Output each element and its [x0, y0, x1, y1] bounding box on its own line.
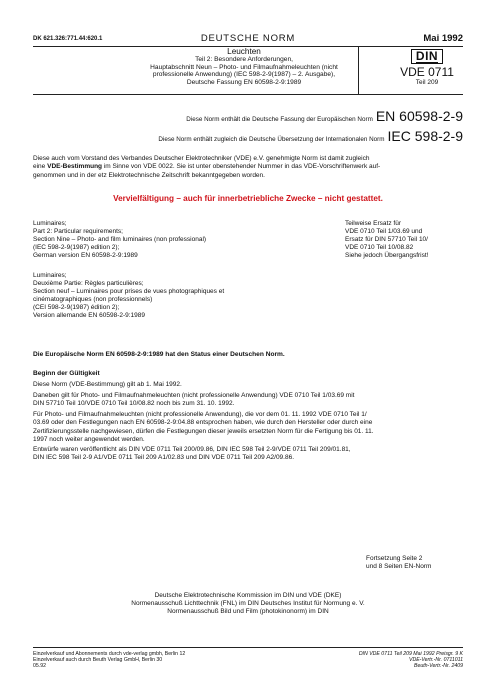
- teil-number: Teil 209: [415, 79, 439, 86]
- footer-rule: [33, 647, 463, 648]
- vde-number: VDE 0711: [400, 65, 454, 79]
- subject-line: Hauptabschnitt Neun – Photo- und Filmaufnahmeleuchten (nicht: [150, 63, 338, 71]
- header-box: [33, 47, 463, 94]
- replacement-note: Teilweise Ersatz für VDE 0710 Teil 1/03.69 und Ersatz für DIN 57710 Teil 10/ VDE 0710 Teil 10/08.82 Siehe jedoch Übergangsfrist!: [345, 220, 429, 259]
- french-title-block: Luminaires; Deuxième Partie: Règles particulières; Section neuf – Luminaires pour prises de vues photographiques et cinématographiques (non professionnels) (CEI 598-2-9(1987) édition 2); Version allemande EN 60598-2-9:1989: [33, 272, 225, 319]
- header-rule-bottom: [33, 94, 463, 95]
- subject-block: [109, 47, 379, 86]
- continuation-note: Fortsetzung Seite 2 und 8 Seiten EN-Norm: [366, 555, 432, 570]
- norm-title: DEUTSCHE NORM: [200, 33, 296, 44]
- subject-line: Deutsche Fassung EN 60598-2-9:1989: [186, 78, 302, 86]
- validity-p4: Entwürfe waren veröffentlicht als DIN VDE 0711 Teil 200/09.86, DIN IEC 598 Teil 2-9/VDE 0711 Teil 209/01.81, DIN IEC 598 Teil 2-9 A1/VDE 0711 Teil 209 A1/02.83 und DIN VDE 0711 Teil 209 A2/09.86.: [33, 446, 351, 462]
- issue-date: Mai 1992: [423, 33, 463, 44]
- en-code: EN 60598-2-9: [375, 108, 463, 124]
- iec-standard-line: Diese Norm enthält zugleich die Deutsche Übersetzung der Internationalen Norm IEC 598-2-9: [158, 128, 463, 144]
- validity-p2: Daneben gilt für Photo- und Filmaufnahmeleuchten (nicht professionelle Anwendung) VDE 0710 Teil 1/03.69 mit DIN 57710 Teil 10/VDE 0710 Teil 10/08.82 noch bis zum 31. 10. 1992.: [33, 392, 355, 408]
- footer-right: DIN VDE 0711 Teil 209 Mai 1992 Preisgr. 9 K VDE-Vertr.-Nr. 0711011 Beuth-Vertr.-Nr. 2409: [358, 651, 463, 669]
- validity-heading: Beginn der Gültigkeit: [33, 370, 100, 377]
- en-standard-line: Diese Norm enthält die Deutsche Fassung der Europäischen Norm EN 60598-2-9: [186, 108, 463, 124]
- copy-warning: Vervielfältigung – auch für innerbetriebliche Zwecke – nicht gestattet.: [113, 194, 383, 203]
- intro-paragraph: Diese auch vom Vorstand des Verbandes Deutscher Elektrotechniker (VDE) e.V. genehmigte Norm ist damit zugleich eine VDE-Bestimmung im Sinne von VDE 0022. Sie ist unter obenstehender Nummer in das VDE-Vorschriftenwerk auf- genommen und in der etz Elektrotechnische Zeitschrift bekanntgegeben worden.: [33, 155, 381, 179]
- dk-number: DK 621.326:771.44:620.1: [33, 36, 103, 42]
- subject-line: Teil 2: Besondere Anforderungen,: [195, 56, 293, 63]
- din-vde-block: [391, 47, 463, 94]
- validity-p3: Für Photo- und Filmaufnahmeleuchten (nicht professionelle Anwendung), die vor dem 01. 11. 1992 VDE 0710 Teil 1/ 03.69 oder den Festlegungen nach EN 60598-2-9:04.88 entsprochen haben, wie durch den Hersteller oder durch eine Zertifizierungsstelle nachgewiesen, dürfen die Festlegungen dieser jeweils ersetzten Norm für die Fertigung bis 01. 11. 1997 noch weiter angewendet werden.: [33, 411, 374, 443]
- header-divider: [358, 47, 359, 94]
- footer-left: Einzelverkauf und Abonnements durch vde-verlag gmbh, Berlin 12 Einzelverkauf auch durch Beuth Verlag GmbH, Berlin 30 05.92: [33, 651, 186, 669]
- subject-line: professionelle Anwendung) (IEC 598-2-9(1987) – 2. Ausgabe),: [152, 71, 336, 79]
- din-logo: DIN: [411, 49, 443, 64]
- validity-p1: Diese Norm (VDE-Bestimmung) gilt ab 1. Mai 1992.: [33, 381, 182, 388]
- status-statement: Die Europäische Norm EN 60598-2-9:1989 hat den Status einer Deutschen Norm.: [33, 351, 285, 358]
- subject-title: Leuchten: [227, 47, 261, 56]
- iec-code: IEC 598-2-9: [387, 128, 463, 144]
- commission-block: Deutsche Elektrotechnische Kommission im DIN und VDE (DKE) Normenausschuß Lichttechnik (FNL) im DIN Deutsches Institut für Normung e. V. Normenausschuß Bild und Film (photokinonorm) im DIN: [131, 592, 365, 615]
- header-top-row: [33, 33, 463, 45]
- english-title-block: Luminaires; Part 2: Particular requirements; Section Nine – Photo- and film luminaires (non professional) (IEC 598-2-9(1987) edition 2); German version EN 60598-2-9:1989: [33, 220, 207, 259]
